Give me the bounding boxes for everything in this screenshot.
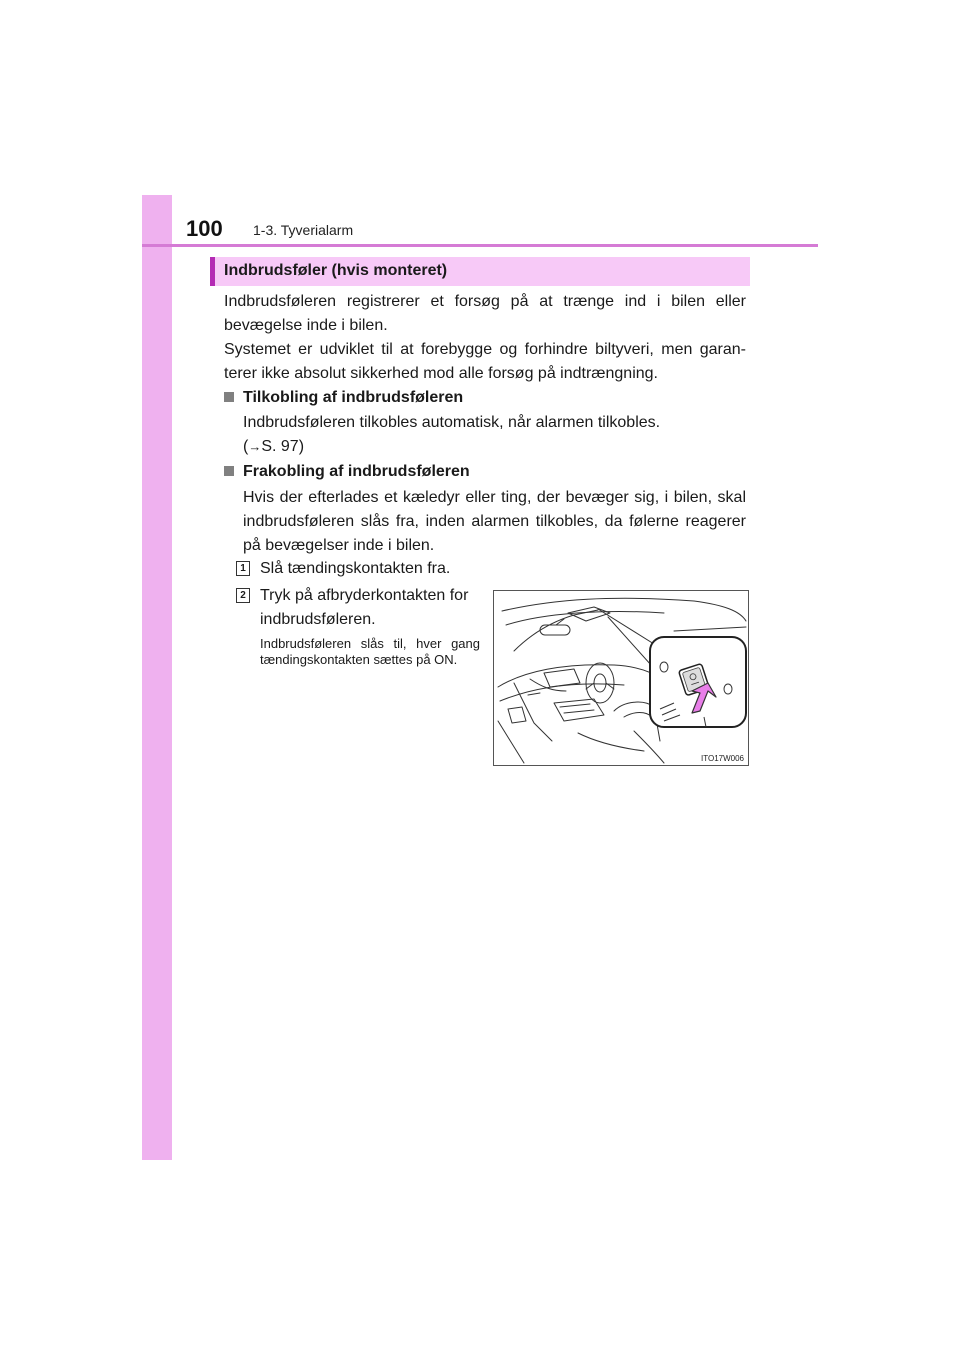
activation-reference <box>243 435 746 459</box>
section-heading-text: Indbrudsføler (hvis monteret) <box>224 262 448 279</box>
deactivation-heading <box>224 460 470 484</box>
intrusion-sensor-illustration <box>493 590 749 766</box>
figure-code: ITO17W006 <box>701 754 744 763</box>
section-heading <box>210 257 750 286</box>
step-text: Tryk på afbryderkontakten for indbrudsføleren. <box>260 587 469 628</box>
reference-open-paren: ( <box>243 438 249 455</box>
chapter-title: 1-3. Tyverialarm <box>253 222 354 238</box>
chapter-side-band <box>142 195 172 1160</box>
page-number: 100 <box>186 216 223 241</box>
step-note: Indbrudsføleren slås til, hver gang tændingskontakten sættes på ON. <box>260 636 480 667</box>
step-number-box: 2 <box>236 588 250 603</box>
zoom-bubble <box>650 637 746 727</box>
reference-arrow-icon: → <box>248 439 262 454</box>
activation-heading-text: Tilkobling af indbrudsføleren <box>243 389 464 406</box>
page-header <box>172 210 820 246</box>
intro-paragraph-1: Indbrudsføleren registrerer et forsøg på at trænge ind i bilen eller bevægelse inde i bilen. <box>224 293 746 334</box>
square-bullet-icon <box>224 466 234 476</box>
step-number-box: 1 <box>236 561 250 576</box>
square-bullet-icon <box>224 392 234 402</box>
intro-paragraph-2: Systemet er udviklet til at forebygge og forhindre biltyveri, men garan-terer ikke absolut sikkerhed mod alle forsøg på indtrængning. <box>224 341 746 382</box>
activation-text: Indbrudsføleren tilkobles automatisk, når alarmen tilkobles. <box>243 414 661 431</box>
reference-page: S. 97) <box>261 438 305 455</box>
activation-heading <box>224 386 463 410</box>
step-text: Slå tændingskontakten fra. <box>260 560 451 577</box>
deactivation-text: Hvis der efterlades et kæledyr eller ting, der bevæger sig, i bilen, skal indbrudsføleren slås fra, inden alarmen tilkobles, da følerne reagerer på bevægelser inde i bilen. <box>243 489 746 554</box>
header-rule <box>142 244 818 247</box>
deactivation-heading-text: Frakobling af indbrudsføleren <box>243 463 470 480</box>
car-interior-drawing <box>494 591 748 765</box>
